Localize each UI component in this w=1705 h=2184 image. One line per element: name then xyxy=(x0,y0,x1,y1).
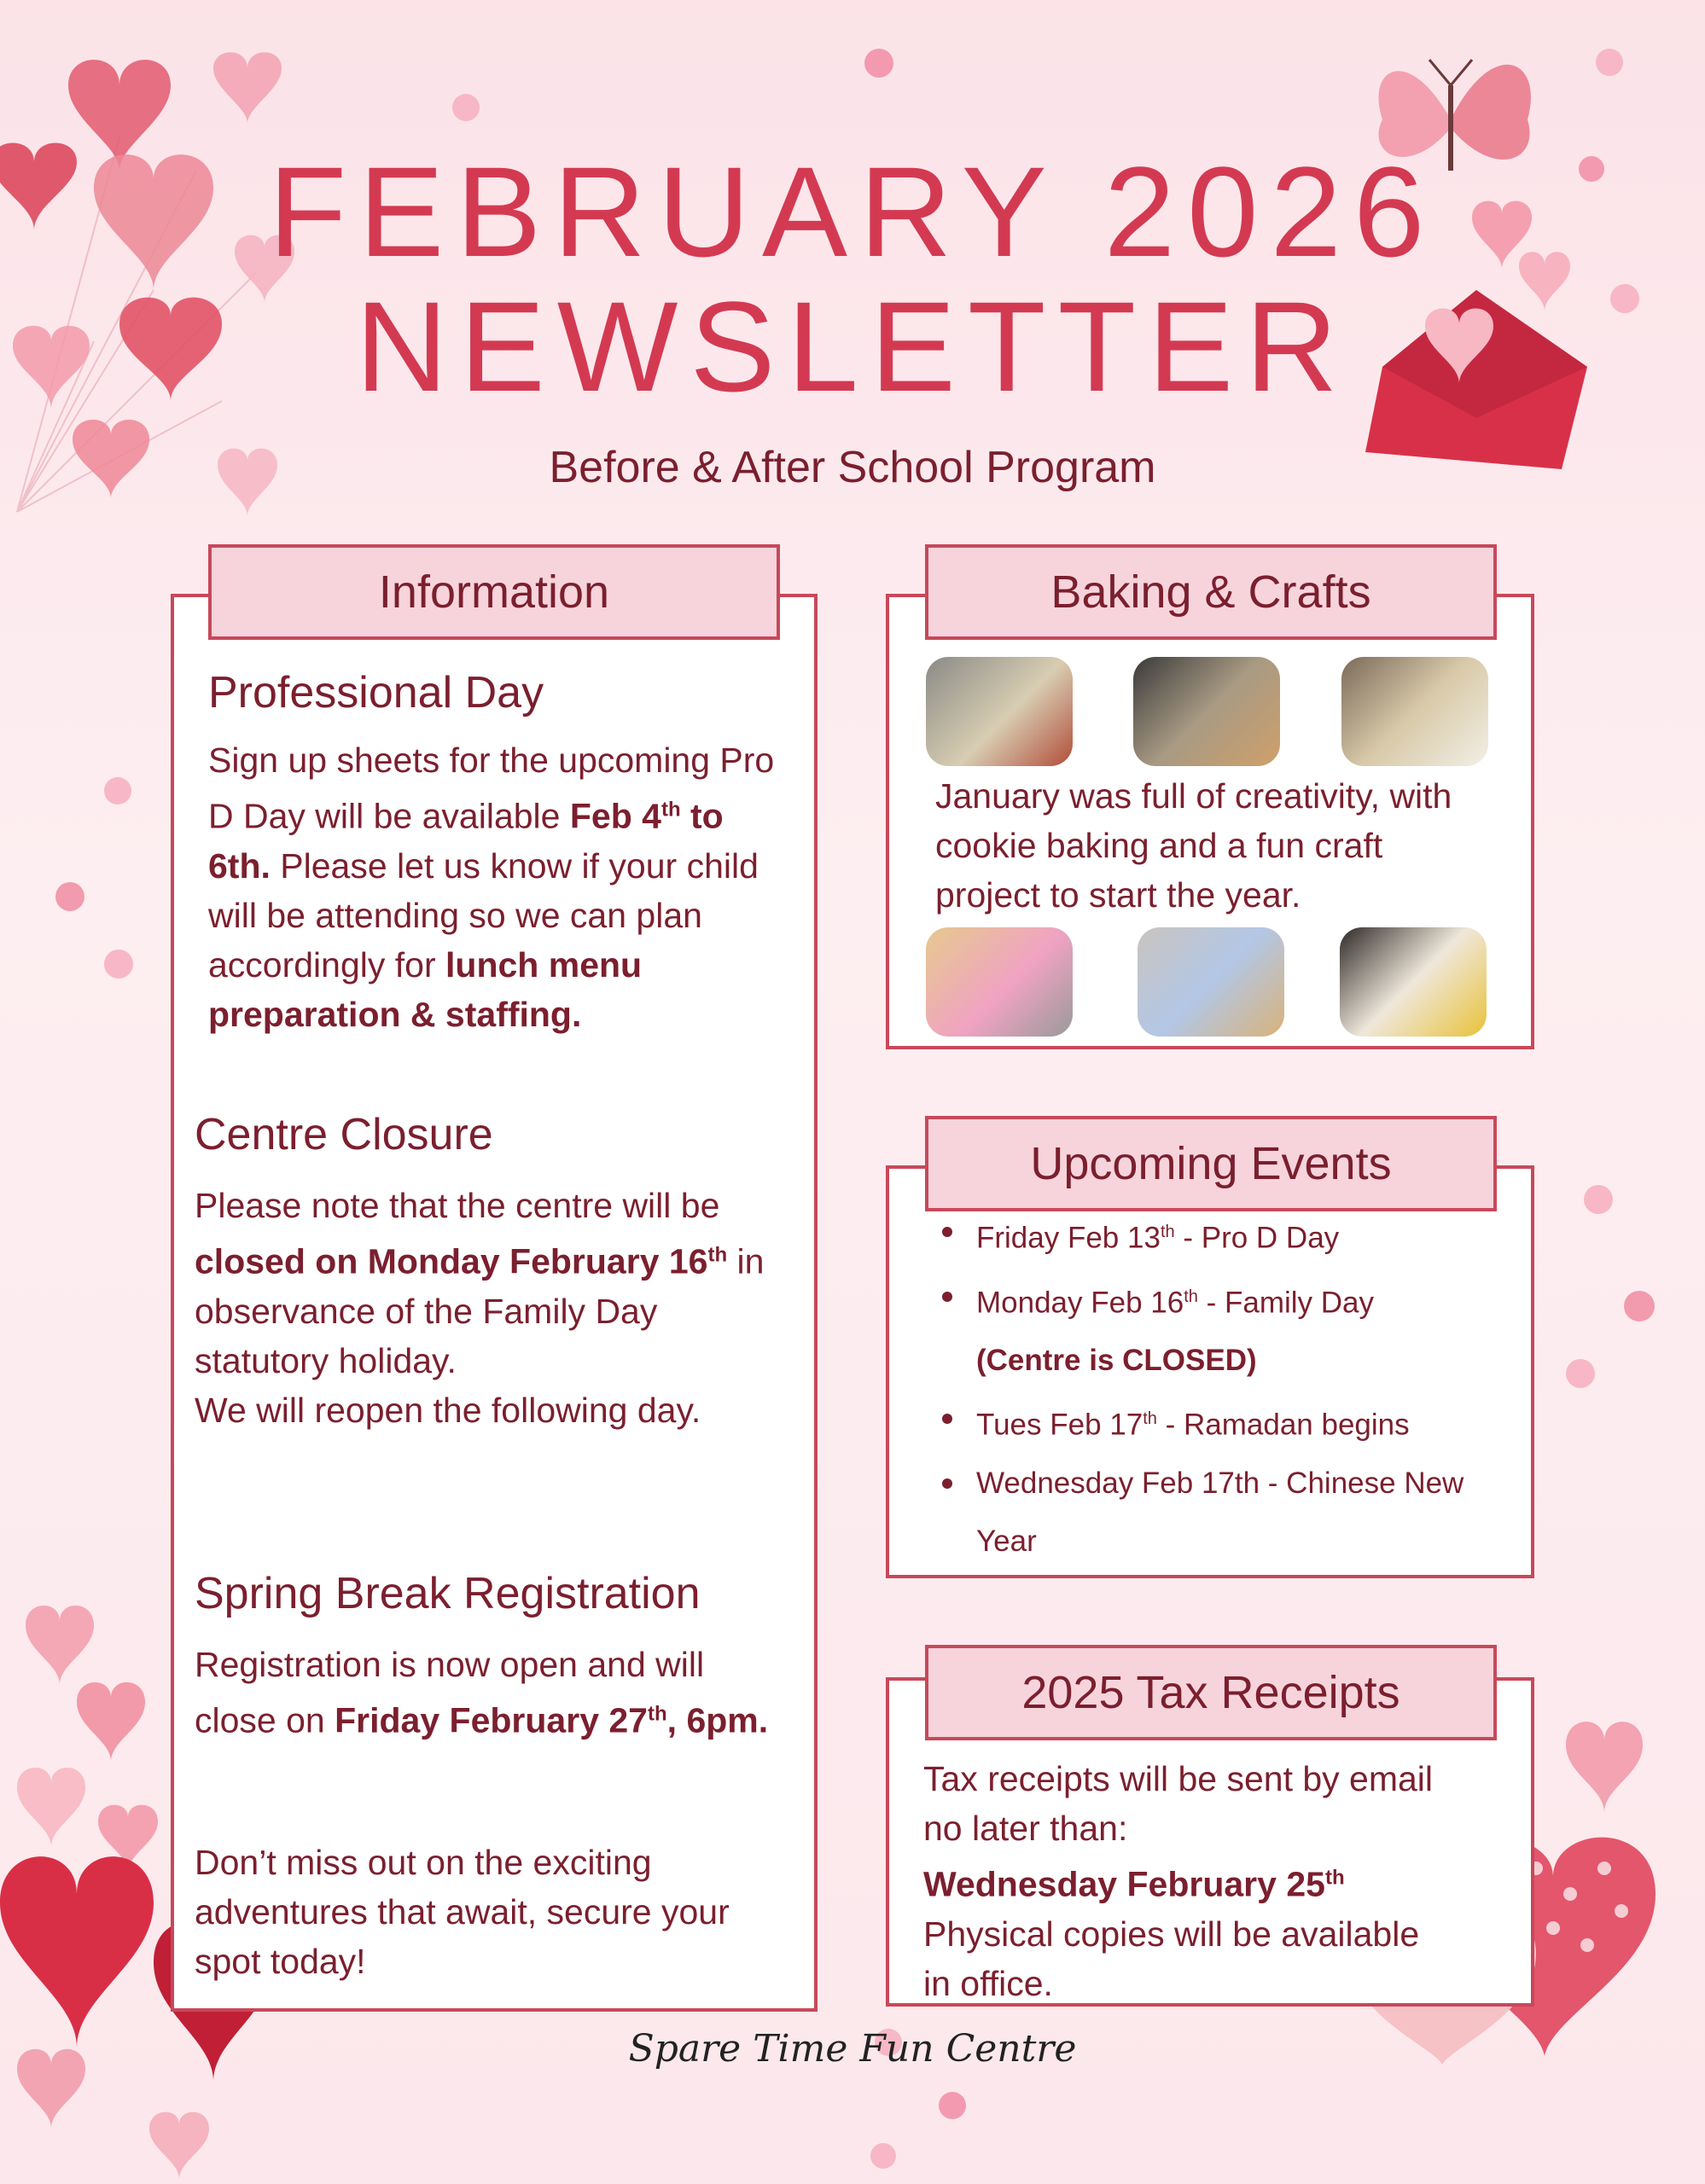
cookie-baking-photo-3 xyxy=(1341,657,1488,766)
decor-dot xyxy=(1584,1185,1613,1214)
centre-closure-text: Please note that the centre will be closed on Monday February 16th in observance of the Family Day statutory holiday. We will reopen the following day. xyxy=(195,1186,765,1430)
decor-dot xyxy=(55,882,84,911)
craft-project-photo-2 xyxy=(1138,927,1284,1037)
tax-receipts-text: Tax receipts will be sent by email no later than: Wednesday February 25th Physical copies will be available in office. xyxy=(923,1759,1434,2003)
bullet-icon xyxy=(942,1227,952,1237)
professional-day-text: Sign up sheets for the upcoming Pro D Day will be available Feb 4th to 6th. Please let us know if your child will be attending so we can plan accordingly for lunch menu preparation & staffing. xyxy=(208,741,775,1034)
decor-dot xyxy=(1624,1291,1655,1321)
event-item: Monday Feb 16th - Family Day (Centre is CLOSED) xyxy=(976,1268,1488,1391)
newsletter-subtitle: Before & After School Program xyxy=(549,443,1156,492)
event-item: Friday Feb 13th - Pro D Day xyxy=(976,1203,1488,1268)
upcoming-events-tab: Upcoming Events xyxy=(925,1116,1497,1211)
decor-dot xyxy=(870,2143,896,2169)
baking-crafts-tab: Baking & Crafts xyxy=(925,544,1497,640)
craft-project-photo-1 xyxy=(926,927,1073,1037)
event-item: Tues Feb 17th - Ramadan begins xyxy=(976,1390,1488,1455)
decor-dot xyxy=(939,2092,966,2119)
decor-dot xyxy=(864,49,893,78)
bullet-icon xyxy=(942,1292,952,1302)
tax-receipts-tab: 2025 Tax Receipts xyxy=(925,1645,1497,1740)
decor-dot xyxy=(1596,49,1623,76)
baking-crafts-text: January was full of creativity, with cookie baking and a fun craft project to start the year. xyxy=(935,776,1452,915)
cookie-baking-photo-1 xyxy=(926,657,1073,766)
craft-project-photo-3 xyxy=(1340,927,1487,1037)
cookie-baking-photo-2 xyxy=(1133,657,1280,766)
newsletter-title-line2: NEWSLETTER xyxy=(355,275,1350,418)
spring-break-text: Registration is now open and will close on Friday February 27th, 6pm. xyxy=(195,1645,769,1740)
information-tab: Information xyxy=(208,544,780,640)
decor-dot xyxy=(452,94,480,121)
upcoming-events-list xyxy=(976,1203,1488,1571)
decor-dot xyxy=(104,950,133,979)
centre-signature: Spare Time Fun Centre xyxy=(628,2027,1077,2071)
newsletter-title-line1: FEBRUARY 2026 xyxy=(268,140,1437,283)
professional-day-heading: Professional Day xyxy=(208,668,544,717)
decor-dot xyxy=(1566,1359,1595,1388)
bullet-icon xyxy=(942,1478,952,1489)
spring-break-heading: Spring Break Registration xyxy=(195,1569,701,1618)
spring-break-closing: Don’t miss out on the exciting adventures that await, secure your spot today! xyxy=(195,1843,730,1981)
decor-dot xyxy=(104,777,131,804)
event-item: Wednesday Feb 17th - Chinese New Year xyxy=(976,1455,1488,1571)
centre-closure-heading: Centre Closure xyxy=(195,1110,493,1159)
